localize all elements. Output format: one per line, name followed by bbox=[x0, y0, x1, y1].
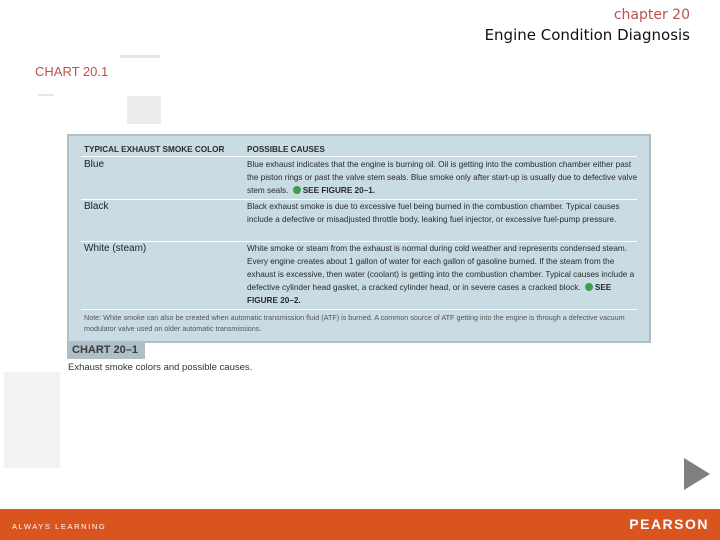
chart-tab-label: CHART 20–1 bbox=[72, 344, 139, 356]
publisher-logo: PEARSON bbox=[629, 516, 709, 532]
column-header-smoke-color: TYPICAL EXHAUST SMOKE COLOR bbox=[84, 145, 225, 154]
row-cause-white bbox=[247, 242, 637, 307]
chart-note: Note: White smoke can also be created when automatic transmission fluid (ATF) is burned. A common source of ATF getting into the engine is through a defective vacuum modulator valve used on older automatic transmissions. bbox=[84, 313, 625, 333]
green-dot-icon bbox=[293, 186, 301, 194]
header-divider bbox=[81, 156, 637, 157]
chapter-title: Engine Condition Diagnosis bbox=[484, 26, 690, 44]
scan-artifact bbox=[38, 94, 54, 96]
row-color-white: White (steam) bbox=[84, 243, 147, 254]
green-dot-icon bbox=[585, 283, 593, 291]
chapter-number: chapter 20 bbox=[613, 7, 690, 23]
figure-reference-link[interactable]: SEE FIGURE 20–1. bbox=[302, 186, 376, 195]
figure-reference-link[interactable]: SEE FIGURE 20–2. bbox=[247, 283, 612, 305]
row-cause-black bbox=[247, 200, 637, 226]
scan-artifact bbox=[4, 372, 60, 468]
scan-artifact bbox=[120, 55, 160, 58]
cause-text: White smoke or steam from the exhaust is normal during cold weather and represents condensed steam. Every engine creates about 1 gallon of water for each gallon of gasoline burned. If the steam from the exhaust is excessive, then water (coolant) is getting into the combustion chamber. Typical causes include a defective cylinder head gasket, a cracked cylinder head, or in severe cases a cracked block. bbox=[247, 244, 635, 292]
cause-text: Blue exhaust indicates that the engine is burning oil. Oil is getting into the combustion chamber either past the piston rings or past the valve stem seals. Blue smoke only after start-up is usually due to defective valve stem seals. bbox=[247, 160, 638, 195]
cause-text: Black exhaust smoke is due to excessive fuel being burned in the combustion chamber. Typical causes include a defective or misadjusted throttle body, leaking fuel injector, or excessive fuel-pump pressure. bbox=[247, 202, 620, 224]
chart-tab bbox=[67, 343, 145, 359]
chart-caption: Exhaust smoke colors and possible causes. bbox=[68, 362, 253, 373]
row-cause-blue bbox=[247, 158, 637, 197]
row-divider bbox=[81, 309, 637, 310]
exhaust-smoke-chart bbox=[67, 134, 651, 343]
chart-label: CHART 20.1 bbox=[35, 64, 109, 79]
column-header-causes: POSSIBLE CAUSES bbox=[247, 145, 325, 154]
row-color-black: Black bbox=[84, 201, 109, 212]
row-color-blue: Blue bbox=[84, 159, 105, 170]
footer-tagline: ALWAYS LEARNING bbox=[12, 522, 107, 531]
play-triangle-icon[interactable] bbox=[684, 458, 710, 490]
footer-bar bbox=[0, 509, 720, 540]
scan-artifact bbox=[127, 96, 161, 124]
